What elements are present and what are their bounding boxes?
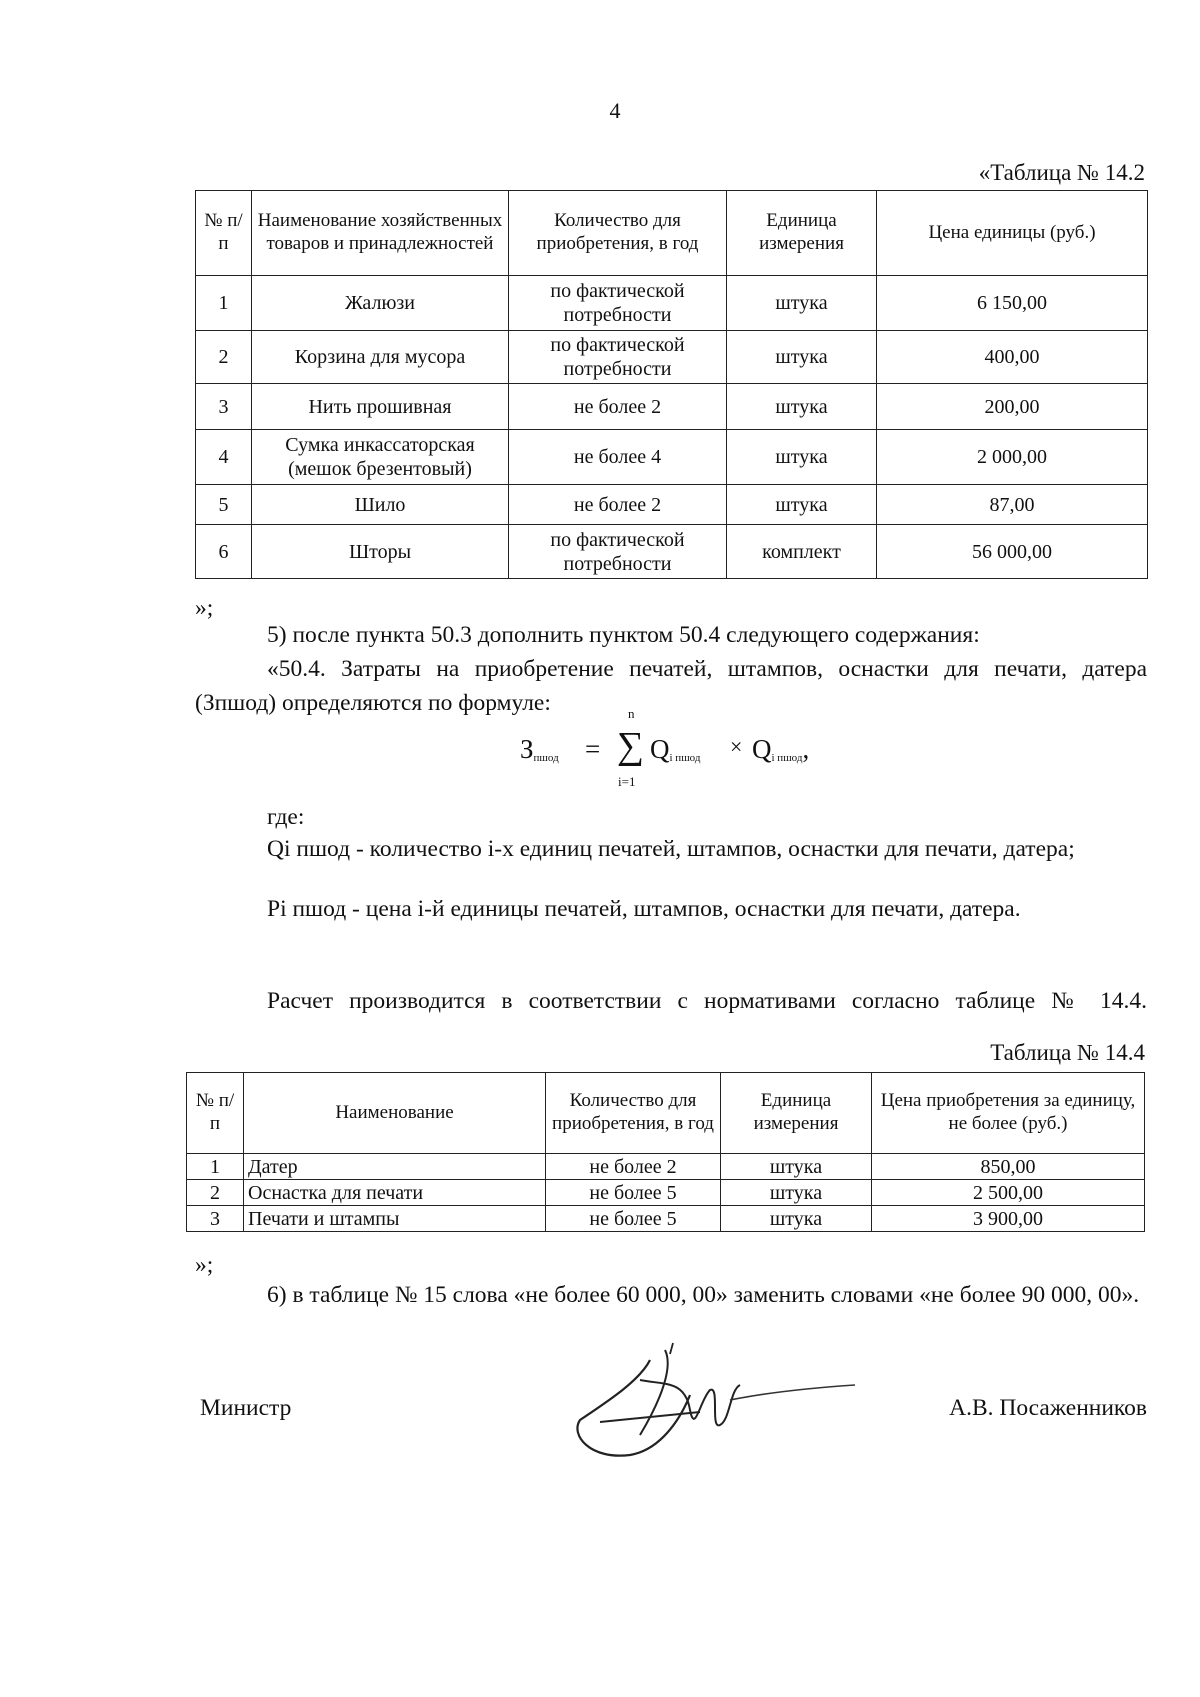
table-row xyxy=(196,276,1148,331)
table-cell: не более 2 xyxy=(509,485,727,525)
formula xyxy=(0,706,1200,792)
formula-lhs xyxy=(520,734,559,765)
table-cell: штука xyxy=(727,485,877,525)
formula-q1 xyxy=(650,734,700,765)
table-cell: 2 000,00 xyxy=(877,430,1148,485)
table1-header-unit: Единица измерения xyxy=(727,191,877,276)
table-cell: по фактической потребности xyxy=(509,525,727,579)
table-cell: штука xyxy=(721,1206,872,1232)
table-cell: Оснастка для печати xyxy=(244,1180,546,1206)
table2-caption: Таблица № 14.4 xyxy=(990,1040,1145,1065)
table-row xyxy=(196,331,1148,384)
table-cell: не более 2 xyxy=(509,384,727,430)
table-cell: 2 500,00 xyxy=(872,1180,1145,1206)
table2-header-quantity: Количество для приобретения, в год xyxy=(546,1073,721,1154)
table-row xyxy=(196,430,1148,485)
table1-header-quantity: Количество для приобретения, в год xyxy=(509,191,727,276)
table2-header-price: Цена приобретения за единицу, не более (руб.) xyxy=(872,1073,1145,1154)
table-cell: штука xyxy=(721,1180,872,1206)
table1-header-price: Цена единицы (руб.) xyxy=(877,191,1148,276)
formula-lhs-letter: З xyxy=(520,734,534,764)
table-cell: Сумка инкассаторская (мешок брезентовый) xyxy=(252,430,509,485)
minister-title: Министр xyxy=(200,1395,292,1421)
formula-lhs-sub: пшод xyxy=(533,752,559,764)
table-cell: 3 900,00 xyxy=(872,1206,1145,1232)
table-cell: 5 xyxy=(196,485,252,525)
paragraph-item-5: 5) после пункта 50.3 дополнить пунктом 50.4 следующего содержания: xyxy=(267,622,980,648)
paragraph-item-6 xyxy=(195,1278,1147,1312)
table-row xyxy=(196,485,1148,525)
table-cell: не более 4 xyxy=(509,430,727,485)
closing-quote-1: »; xyxy=(195,595,214,621)
page-number: 4 xyxy=(609,98,621,123)
table-cell: 6 150,00 xyxy=(877,276,1148,331)
table-cell: 3 xyxy=(187,1206,244,1232)
table1-header-name: Наименование хозяйственных товаров и принадлежностей xyxy=(252,191,509,276)
table-cell: штука xyxy=(727,276,877,331)
table-cell: 2 xyxy=(187,1180,244,1206)
table-cell: комплект xyxy=(727,525,877,579)
table-cell: штука xyxy=(727,430,877,485)
table-cell: Шило xyxy=(252,485,509,525)
table-cell: 1 xyxy=(196,276,252,331)
table-cell: 850,00 xyxy=(872,1154,1145,1180)
paragraph-calc-text: Расчет производится в соответствии с нормативами согласно таблице № 14.4. xyxy=(267,988,1147,1014)
table-cell: 400,00 xyxy=(877,331,1148,384)
where-label: где: xyxy=(267,804,305,830)
table1-header-row xyxy=(196,191,1148,276)
formula-q1-letter: Q xyxy=(650,734,670,764)
table-cell: 56 000,00 xyxy=(877,525,1148,579)
formula-q2-letter: Q xyxy=(752,734,772,764)
table-cell: Жалюзи xyxy=(252,276,509,331)
table-cell: штука xyxy=(727,384,877,430)
formula-sum-sign: ∑ xyxy=(617,725,645,767)
formula-times: × xyxy=(730,734,743,759)
paragraph-pi-text: Pi пшод - цена i-й единицы печатей, штампов, оснастки для печати, датера. xyxy=(267,896,1021,922)
paragraph-calc xyxy=(195,984,1147,1018)
table1-caption: «Таблица № 14.2 xyxy=(978,160,1145,185)
table-cell: 200,00 xyxy=(877,384,1148,430)
table-cell: 3 xyxy=(196,384,252,430)
table2-header-row xyxy=(187,1073,1145,1154)
paragraph-qi xyxy=(195,832,1147,866)
table-cell: Нить прошивная xyxy=(252,384,509,430)
table-cell: 6 xyxy=(196,525,252,579)
table1-header-number: № п/п xyxy=(196,191,252,276)
table-cell: по фактической потребности xyxy=(509,276,727,331)
table1 xyxy=(195,190,1148,579)
paragraph-item-50-4 xyxy=(195,652,1147,720)
table-cell: 87,00 xyxy=(877,485,1148,525)
table-cell: Корзина для мусора xyxy=(252,331,509,384)
table-cell: штука xyxy=(721,1154,872,1180)
table-cell: по фактической потребности xyxy=(509,331,727,384)
signer-name: А.В. Посаженников xyxy=(949,1395,1147,1421)
table-cell: 1 xyxy=(187,1154,244,1180)
table2 xyxy=(186,1072,1145,1232)
closing-quote-2: »; xyxy=(195,1252,214,1278)
table-cell: Шторы xyxy=(252,525,509,579)
formula-equals: = xyxy=(585,734,601,764)
paragraph-item-6-text: 6) в таблице № 15 слова «не более 60 000, 00» заменить словами «не более 90 000, 00». xyxy=(267,1282,1140,1308)
table-row xyxy=(187,1206,1145,1232)
formula-sum-lower: i=1 xyxy=(618,774,636,789)
formula-q2 xyxy=(752,734,809,765)
table-row xyxy=(187,1154,1145,1180)
table-cell: 4 xyxy=(196,430,252,485)
paragraph-qi-text: Qi пшод - количество i-х единиц печатей, штампов, оснастки для печати, датера; xyxy=(267,836,1075,862)
signature-image xyxy=(570,1340,860,1470)
table-cell: не более 2 xyxy=(546,1154,721,1180)
table-row xyxy=(196,525,1148,579)
table-row xyxy=(196,384,1148,430)
table-cell: 2 xyxy=(196,331,252,384)
table2-header-unit: Единица измерения xyxy=(721,1073,872,1154)
table-cell: штука xyxy=(727,331,877,384)
table2-header-number: № п/п xyxy=(187,1073,244,1154)
paragraph-item-50-4-text: «50.4. Затраты на приобретение печатей, штампов, оснастки для печати, датера (Зпшод) определяются по формуле: xyxy=(195,656,1147,716)
paragraph-pi xyxy=(195,892,1147,926)
formula-tail: , xyxy=(802,734,810,764)
table-cell: не более 5 xyxy=(546,1206,721,1232)
table-row xyxy=(187,1180,1145,1206)
formula-sum-upper: n xyxy=(628,706,635,721)
formula-q2-sub: i пшод xyxy=(771,752,803,764)
table-cell: Печати и штампы xyxy=(244,1206,546,1232)
table-cell: не более 5 xyxy=(546,1180,721,1206)
table-cell: Датер xyxy=(244,1154,546,1180)
formula-q1-sub: i пшод xyxy=(669,752,701,764)
table2-header-name: Наименование xyxy=(244,1073,546,1154)
